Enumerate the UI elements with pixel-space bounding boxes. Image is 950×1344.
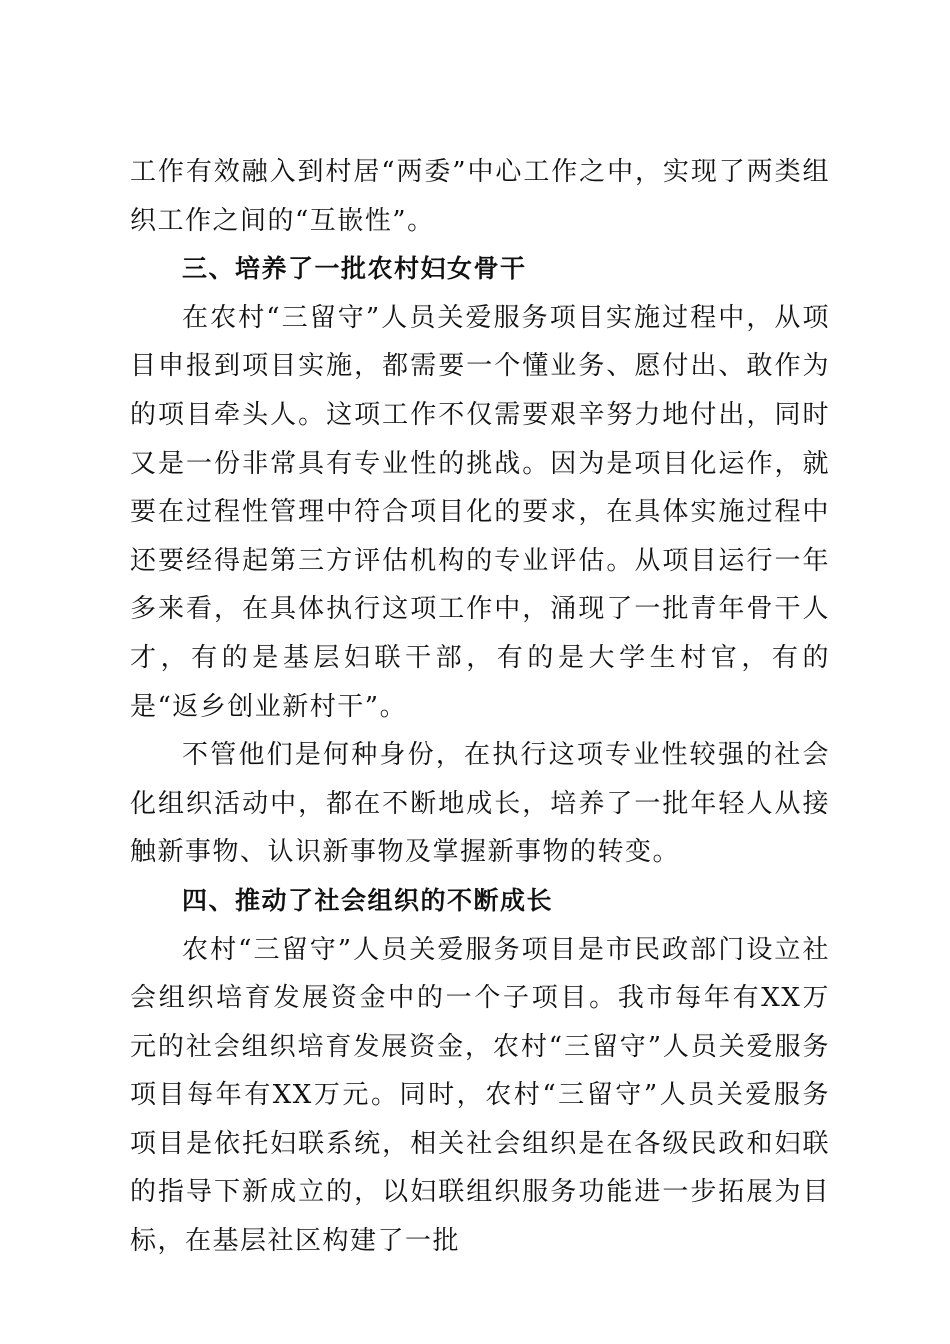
paragraph-growth: 不管他们是何种身份，在执行这项专业性较强的社会化组织活动中，都在不断地成长，培养了一批年轻人从接触新事物、认识新事物及掌握新事物的转变。 — [130, 740, 830, 868]
section-heading-four: 四、推动了社会组织的不断成长 — [182, 885, 554, 915]
paragraph-continuation: 工作有效融入到村居“两委”中心工作之中，实现了两类组织工作之间的“互嵌性”。 — [130, 157, 830, 236]
paragraph-social-organizations: 农村“三留守”人员关爱服务项目是市民政部门设立社会组织培育发展资金中的一个子项目。我市每年有XX万元的社会组织培育发展资金，农村“三留守”人员关爱服务项目每年有XX万元。同时，农村“三留守”人员关爱服务项目是依托妇联系统，相关社会组织是在各级民政和妇联的指导下新成立的，以妇联组织服务功能进一步拓展为目标，在基层社区构建了一批 — [130, 934, 830, 1257]
paragraph-project-leaders: 在农村“三留守”人员关爱服务项目实施过程中，从项目申报到项目实施，都需要一个懂业务、愿付出、敢作为的项目牵头人。这项工作不仅需要艰辛努力地付出，同时又是一份非常具有专业性的挑战。因为是项目化运作，就要在过程性管理中符合项目化的要求，在具体实施过程中还要经得起第三方评估机构的专业评估。从项目运行一年多来看，在具体执行这项工作中，涌现了一批青年骨干人才，有的是基层妇联干部，有的是大学生村官，有的是“返乡创业新村干”。 — [130, 302, 830, 722]
section-heading-three: 三、培养了一批农村妇女骨干 — [182, 254, 527, 284]
document-page — [130, 148, 830, 1266]
